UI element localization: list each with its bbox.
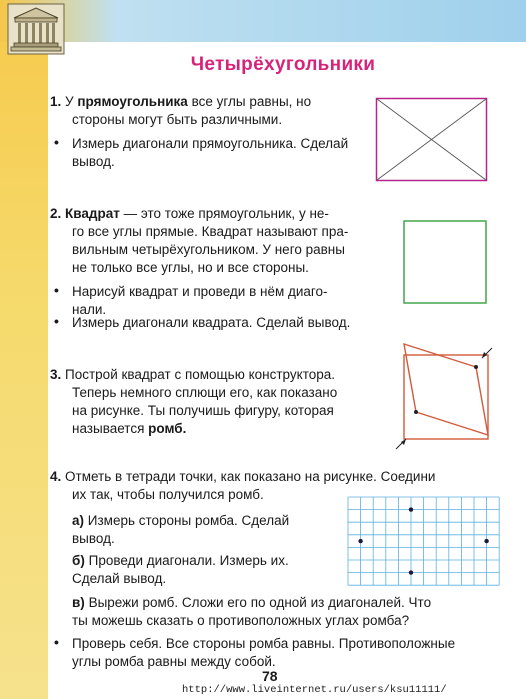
- task3-term: ромб.: [148, 421, 187, 436]
- task1-bullet-line2: вывод.: [72, 154, 115, 169]
- task4-number: 4.: [50, 469, 62, 484]
- task3-line2: Теперь немного сплющи его, как показано: [72, 385, 338, 400]
- left-decorative-band: [0, 0, 48, 699]
- watermark-url: http://www.liveinternet.ru/users/ksu11111/: [182, 684, 447, 696]
- task4b-line2: Сделай вывод.: [72, 571, 167, 586]
- rhombus-vertex-dot: [358, 539, 362, 543]
- task4-line2: их так, чтобы получился ромб.: [72, 487, 264, 502]
- task2-bullet2: Измерь диагонали квадрата. Сделай вывод.: [72, 315, 351, 330]
- task4-line1: [50, 468, 435, 486]
- task3-number: 3.: [50, 367, 62, 382]
- task3-line4-pre: называется: [72, 421, 145, 436]
- vertex-dot: [414, 410, 418, 414]
- task1-term: прямоугольника: [77, 94, 188, 109]
- bullet-dot: •: [54, 282, 59, 298]
- dot-grid-diagram: [347, 496, 499, 592]
- task2-line3: вильным четырёхугольником. У него равны: [72, 242, 345, 257]
- task4-check-line2: углы ромба равны между собой.: [72, 654, 276, 669]
- task4c-line2: ты можешь сказать о противоположных углах ромба?: [72, 613, 410, 628]
- task3-line1-text: Построй квадрат с помощью конструктора.: [65, 367, 335, 382]
- task4c-text: Вырежи ромб. Сложи его по одной из диагоналей. Что: [88, 595, 432, 610]
- task2-line4: не только все углы, но и все стороны.: [72, 260, 309, 275]
- bullet-dot: •: [54, 313, 59, 329]
- task4a-line1: [72, 512, 289, 530]
- bullet-dot: •: [54, 134, 59, 150]
- task4a-line2: вывод.: [72, 531, 115, 546]
- task3-line4: [72, 420, 186, 438]
- task2-term: Квадрат: [65, 206, 120, 221]
- task4-line1-text: Отметь в тетради точки, как показано на рисунке. Соедини: [65, 469, 436, 484]
- square-shape: [404, 221, 486, 303]
- page-title: Четырёхугольники: [190, 54, 376, 75]
- top-decorative-band: [0, 0, 526, 42]
- task1-number: 1.: [50, 94, 62, 109]
- temple-logo-icon: [6, 2, 66, 56]
- task2-line2: го все углы прямые. Квадрат называют пра-: [72, 224, 349, 239]
- page-number: 78: [262, 668, 278, 684]
- bullet-dot: •: [54, 634, 59, 650]
- task4a-text: Измерь стороны ромба. Сделай: [87, 513, 290, 528]
- rhombus-shape: [404, 344, 488, 435]
- task3-line1: [50, 366, 335, 384]
- square-diagram: [403, 220, 487, 304]
- task4c-label: в): [72, 595, 85, 610]
- rhombus-vertex-dot: [409, 507, 413, 511]
- task2-line1-text: — это тоже прямоугольник, у не-: [123, 206, 329, 221]
- task2-number: 2.: [50, 206, 62, 221]
- task2-bullet1-line1: Нарисуй квадрат и проведи в нём диаго-: [72, 284, 328, 299]
- task4a-label: а): [72, 513, 85, 528]
- task4-check-line1: Проверь себя. Все стороны ромба равны. Противоположные: [72, 636, 456, 651]
- task3-line3: на рисунке. Ты получишь фигуру, которая: [72, 403, 334, 418]
- task4b-label: б): [72, 553, 85, 568]
- task4b-text: Проведи диагонали. Измерь их.: [88, 553, 289, 568]
- task1-text-pre: У: [65, 94, 74, 109]
- task2-line1: [50, 205, 329, 223]
- vertex-dot: [474, 365, 478, 369]
- rhombus-construction-diagram: [392, 336, 504, 456]
- task1-line2: стороны могут быть различными.: [72, 112, 283, 127]
- task4b-line1: [72, 552, 289, 570]
- task1-line1: [50, 93, 311, 111]
- task2-bullet1-line2: нали.: [72, 302, 107, 317]
- task1-bullet-line1: Измерь диагонали прямоугольника. Сделай: [72, 136, 349, 151]
- task4c-line1: [72, 594, 431, 612]
- task1-text-post: все углы равны, но: [191, 94, 312, 109]
- rhombus-vertex-dot: [409, 570, 413, 574]
- arrow-head-icon: [401, 439, 406, 445]
- rectangle-diagram: [376, 98, 488, 182]
- rhombus-vertex-dot: [484, 539, 488, 543]
